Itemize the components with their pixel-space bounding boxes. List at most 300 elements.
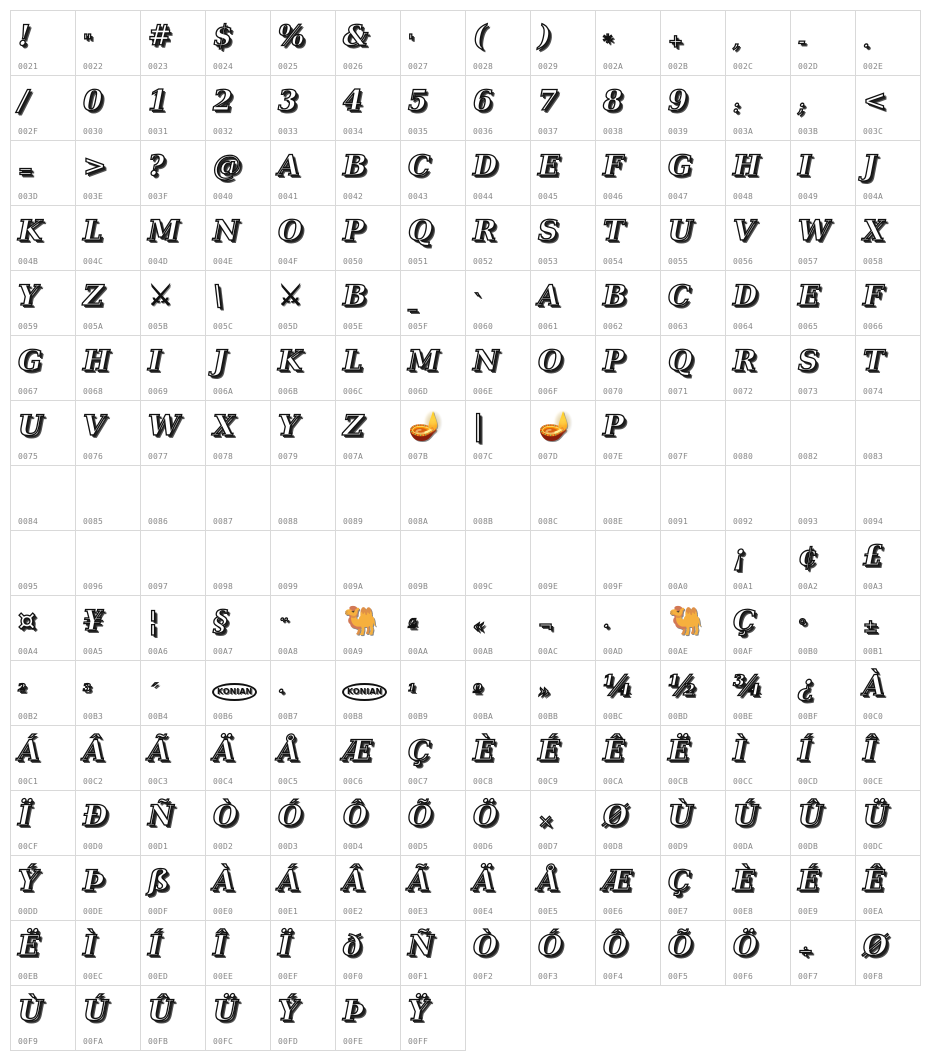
glyph-cell-00C4[interactable] xyxy=(205,725,271,791)
glyph-cell-00C9[interactable] xyxy=(530,725,596,791)
glyph-cell-003D[interactable] xyxy=(10,140,76,206)
glyph-cell-0075[interactable] xyxy=(10,400,76,466)
glyph-cell-004E[interactable] xyxy=(205,205,271,271)
glyph-cell-00F2[interactable] xyxy=(465,920,531,986)
codepoint-label: 006D xyxy=(408,387,429,396)
glyph-cell-00D6[interactable] xyxy=(465,790,531,856)
glyph-cell-00A0[interactable] xyxy=(660,530,726,596)
glyph-cell-00D2[interactable] xyxy=(205,790,271,856)
glyph-cell-0045[interactable] xyxy=(530,140,596,206)
glyph-cell-00DC[interactable] xyxy=(855,790,921,856)
glyph-cell-0060[interactable] xyxy=(465,270,531,336)
glyph-cell-00D7[interactable] xyxy=(530,790,596,856)
codepoint-label: 00F9 xyxy=(18,1037,39,1046)
codepoint-label: 008B xyxy=(473,517,494,526)
glyph-cell-0029[interactable] xyxy=(530,10,596,76)
glyph-preview: À xyxy=(863,669,885,702)
glyph-cell-003B[interactable] xyxy=(790,75,856,141)
glyph-cell-005D[interactable] xyxy=(270,270,336,336)
glyph-cell-00E6[interactable] xyxy=(595,855,661,921)
glyph-preview: W xyxy=(148,409,180,442)
glyph-cell-0036[interactable] xyxy=(465,75,531,141)
glyph-cell-00E1[interactable] xyxy=(270,855,336,921)
glyph-cell-0044[interactable] xyxy=(465,140,531,206)
glyph-cell-00B7[interactable] xyxy=(270,660,336,726)
glyph-cell-00DA[interactable] xyxy=(725,790,791,856)
codepoint-label: 007B xyxy=(408,452,429,461)
glyph-cell-0077[interactable] xyxy=(140,400,206,466)
glyph-cell-002F[interactable] xyxy=(10,75,76,141)
glyph-cell-00DB[interactable] xyxy=(790,790,856,856)
glyph-cell-0056[interactable] xyxy=(725,205,791,271)
glyph-cell-00B4[interactable] xyxy=(140,660,206,726)
glyph-cell-00AF[interactable] xyxy=(725,595,791,661)
glyph-cell-0062[interactable] xyxy=(595,270,661,336)
glyph-cell-00BD[interactable] xyxy=(660,660,726,726)
glyph-cell-0067[interactable] xyxy=(10,335,76,401)
glyph-cell-00C7[interactable] xyxy=(400,725,466,791)
glyph-preview: 2 xyxy=(213,84,233,117)
glyph-cell-00ED[interactable] xyxy=(140,920,206,986)
glyph-cell-0094[interactable] xyxy=(855,465,921,531)
glyph-cell-005C[interactable] xyxy=(205,270,271,336)
glyph-cell-00BB[interactable] xyxy=(530,660,596,726)
glyph-cell-0022[interactable] xyxy=(75,10,141,76)
glyph-cell-0049[interactable] xyxy=(790,140,856,206)
glyph-cell-0096[interactable] xyxy=(75,530,141,596)
glyph-cell-0048[interactable] xyxy=(725,140,791,206)
codepoint-label: 00C8 xyxy=(473,777,494,786)
glyph-preview: M xyxy=(148,214,179,247)
codepoint-label: 0039 xyxy=(668,127,689,136)
glyph-cell-00A2[interactable] xyxy=(790,530,856,596)
glyph-preview: Y xyxy=(18,279,38,312)
glyph-cell-0070[interactable] xyxy=(595,335,661,401)
codepoint-label: 0065 xyxy=(798,322,819,331)
glyph-cell-00E8[interactable] xyxy=(725,855,791,921)
codepoint-label: 00A9 xyxy=(343,647,364,656)
glyph-cell-0034[interactable] xyxy=(335,75,401,141)
glyph-preview: » xyxy=(538,681,550,702)
glyph-cell-00EE[interactable] xyxy=(205,920,271,986)
glyph-cell-00EC[interactable] xyxy=(75,920,141,986)
glyph-cell-0026[interactable] xyxy=(335,10,401,76)
glyph-cell-00BA[interactable] xyxy=(465,660,531,726)
glyph-cell-00D8[interactable] xyxy=(595,790,661,856)
codepoint-label: 00B3 xyxy=(83,712,104,721)
codepoint-label: 00F8 xyxy=(863,972,884,981)
glyph-cell-007D[interactable] xyxy=(530,400,596,466)
glyph-cell-00EA[interactable] xyxy=(855,855,921,921)
glyph-cell-00E5[interactable] xyxy=(530,855,596,921)
codepoint-label: 0073 xyxy=(798,387,819,396)
codepoint-label: 005D xyxy=(278,322,299,331)
glyph-cell-008B[interactable] xyxy=(465,465,531,531)
glyph-cell-0073[interactable] xyxy=(790,335,856,401)
glyph-cell-00CF[interactable] xyxy=(10,790,76,856)
glyph-cell-00BE[interactable] xyxy=(725,660,791,726)
glyph-cell-00AE[interactable] xyxy=(660,595,726,661)
konian-badge-icon: KONIAN xyxy=(342,683,387,701)
glyph-cell-009C[interactable] xyxy=(465,530,531,596)
codepoint-label: 00F7 xyxy=(798,972,819,981)
glyph-cell-00CE[interactable] xyxy=(855,725,921,791)
codepoint-label: 00DC xyxy=(863,842,884,851)
glyph-cell-00A5[interactable] xyxy=(75,595,141,661)
glyph-preview: U xyxy=(668,214,693,247)
codepoint-label: 005F xyxy=(408,322,429,331)
glyph-cell-00D4[interactable] xyxy=(335,790,401,856)
glyph-preview: Â xyxy=(83,734,105,767)
glyph-preview: 9 xyxy=(668,84,688,117)
glyph-cell-0084[interactable] xyxy=(10,465,76,531)
glyph-cell-00C8[interactable] xyxy=(465,725,531,791)
codepoint-label: 0082 xyxy=(798,452,819,461)
glyph-cell-0092[interactable] xyxy=(725,465,791,531)
glyph-cell-00EF[interactable] xyxy=(270,920,336,986)
glyph-cell-002E[interactable] xyxy=(855,10,921,76)
glyph-cell-009F[interactable] xyxy=(595,530,661,596)
glyph-cell-00E9[interactable] xyxy=(790,855,856,921)
glyph-cell-00A4[interactable] xyxy=(10,595,76,661)
codepoint-label: 0063 xyxy=(668,322,689,331)
glyph-cell-00CD[interactable] xyxy=(790,725,856,791)
glyph-cell-0043[interactable] xyxy=(400,140,466,206)
codepoint-label: 00D9 xyxy=(668,842,689,851)
glyph-cell-00A1[interactable] xyxy=(725,530,791,596)
glyph-cell-0085[interactable] xyxy=(75,465,141,531)
glyph-cell-00DE[interactable] xyxy=(75,855,141,921)
glyph-cell-0095[interactable] xyxy=(10,530,76,596)
codepoint-label: 004F xyxy=(278,257,299,266)
glyph-cell-00DF[interactable] xyxy=(140,855,206,921)
glyph-cell-00CC[interactable] xyxy=(725,725,791,791)
glyph-cell-006E[interactable] xyxy=(465,335,531,401)
glyph-cell-00D9[interactable] xyxy=(660,790,726,856)
glyph-cell-006F[interactable] xyxy=(530,335,596,401)
glyph-cell-0068[interactable] xyxy=(75,335,141,401)
glyph-cell-00E7[interactable] xyxy=(660,855,726,921)
glyph-cell-00C1[interactable] xyxy=(10,725,76,791)
glyph-cell-0041[interactable] xyxy=(270,140,336,206)
glyph-cell-0042[interactable] xyxy=(335,140,401,206)
glyph-cell-00AB[interactable] xyxy=(465,595,531,661)
codepoint-label: 0089 xyxy=(343,517,364,526)
glyph-cell-00C0[interactable] xyxy=(855,660,921,726)
glyph-cell-0027[interactable] xyxy=(400,10,466,76)
glyph-cell-003F[interactable] xyxy=(140,140,206,206)
codepoint-label: 0079 xyxy=(278,452,299,461)
glyph-preview: B xyxy=(343,149,367,182)
glyph-cell-004C[interactable] xyxy=(75,205,141,271)
glyph-preview: @ xyxy=(213,149,241,182)
glyph-preview: P xyxy=(603,344,625,377)
glyph-cell-007C[interactable] xyxy=(465,400,531,466)
codepoint-label: 006B xyxy=(278,387,299,396)
glyph-cell-0074[interactable] xyxy=(855,335,921,401)
codepoint-label: 00B2 xyxy=(18,712,39,721)
glyph-preview: G xyxy=(18,344,42,377)
glyph-cell-0031[interactable] xyxy=(140,75,206,141)
glyph-cell-00AD[interactable] xyxy=(595,595,661,661)
glyph-preview: N xyxy=(473,344,499,377)
glyph-cell-00F5[interactable] xyxy=(660,920,726,986)
glyph-cell-002C[interactable] xyxy=(725,10,791,76)
glyph-cell-00C5[interactable] xyxy=(270,725,336,791)
glyph-cell-0052[interactable] xyxy=(465,205,531,271)
glyph-preview: 3 xyxy=(278,84,298,117)
codepoint-label: 0061 xyxy=(538,322,559,331)
glyph-cell-00E0[interactable] xyxy=(205,855,271,921)
glyph-cell-0025[interactable] xyxy=(270,10,336,76)
camel-icon: 🐫 xyxy=(668,604,703,637)
glyph-cell-00B0[interactable] xyxy=(790,595,856,661)
glyph-preview: Æ xyxy=(343,734,372,767)
glyph-cell-0069[interactable] xyxy=(140,335,206,401)
codepoint-label: 00CC xyxy=(733,777,754,786)
glyph-cell-0057[interactable] xyxy=(790,205,856,271)
glyph-cell-0058[interactable] xyxy=(855,205,921,271)
glyph-cell-005E[interactable] xyxy=(335,270,401,336)
glyph-cell-006C[interactable] xyxy=(335,335,401,401)
glyph-cell-009E[interactable] xyxy=(530,530,596,596)
glyph-preview: Ú xyxy=(733,799,758,832)
glyph-cell-009A[interactable] xyxy=(335,530,401,596)
codepoint-label: 00A6 xyxy=(148,647,169,656)
codepoint-label: 00DB xyxy=(798,842,819,851)
glyph-cell-0023[interactable] xyxy=(140,10,206,76)
glyph-cell-0059[interactable] xyxy=(10,270,76,336)
glyph-cell-0091[interactable] xyxy=(660,465,726,531)
codepoint-label: 00D7 xyxy=(538,842,559,851)
glyph-preview: ¾ xyxy=(733,669,763,702)
glyph-cell-0072[interactable] xyxy=(725,335,791,401)
glyph-cell-0038[interactable] xyxy=(595,75,661,141)
glyph-cell-004F[interactable] xyxy=(270,205,336,271)
glyph-cell-0050[interactable] xyxy=(335,205,401,271)
glyph-preview: È xyxy=(733,864,755,897)
glyph-cell-00F8[interactable] xyxy=(855,920,921,986)
glyph-cell-0053[interactable] xyxy=(530,205,596,271)
glyph-cell-0082[interactable] xyxy=(790,400,856,466)
codepoint-label: 0097 xyxy=(148,582,169,591)
glyph-cell-0047[interactable] xyxy=(660,140,726,206)
glyph-cell-004B[interactable] xyxy=(10,205,76,271)
codepoint-label: 00BB xyxy=(538,712,559,721)
glyph-cell-0021[interactable] xyxy=(10,10,76,76)
codepoint-label: 0047 xyxy=(668,192,689,201)
glyph-cell-0064[interactable] xyxy=(725,270,791,336)
glyph-preview: Ò xyxy=(473,929,498,962)
glyph-cell-00A7[interactable] xyxy=(205,595,271,661)
glyph-cell-0080[interactable] xyxy=(725,400,791,466)
glyph-cell-00CB[interactable] xyxy=(660,725,726,791)
glyph-cell-00FC[interactable] xyxy=(205,985,271,1051)
glyph-cell-0086[interactable] xyxy=(140,465,206,531)
glyph-cell-0061[interactable] xyxy=(530,270,596,336)
glyph-cell-0030[interactable] xyxy=(75,75,141,141)
codepoint-label: 00D0 xyxy=(83,842,104,851)
glyph-cell-006D[interactable] xyxy=(400,335,466,401)
glyph-cell-005F[interactable] xyxy=(400,270,466,336)
glyph-preview: ð xyxy=(343,929,362,962)
codepoint-label: 0027 xyxy=(408,62,429,71)
codepoint-label: 00ED xyxy=(148,972,169,981)
glyph-cell-00F9[interactable] xyxy=(10,985,76,1051)
codepoint-label: 005E xyxy=(343,322,364,331)
glyph-cell-0066[interactable] xyxy=(855,270,921,336)
glyph-cell-008E[interactable] xyxy=(595,465,661,531)
glyph-preview: ¼ xyxy=(603,669,633,702)
glyph-preview: W xyxy=(798,214,830,247)
glyph-cell-00B8[interactable] xyxy=(335,660,401,726)
glyph-cell-007B[interactable] xyxy=(400,400,466,466)
glyph-preview: P xyxy=(343,214,365,247)
glyph-cell-00A6[interactable] xyxy=(140,595,206,661)
glyph-cell-0054[interactable] xyxy=(595,205,661,271)
glyph-cell-00FE[interactable] xyxy=(335,985,401,1051)
codepoint-label: 0083 xyxy=(863,452,884,461)
codepoint-label: 00AC xyxy=(538,647,559,656)
glyph-cell-0098[interactable] xyxy=(205,530,271,596)
glyph-cell-005B[interactable] xyxy=(140,270,206,336)
glyph-cell-0071[interactable] xyxy=(660,335,726,401)
glyph-cell-005A[interactable] xyxy=(75,270,141,336)
glyph-cell-00C6[interactable] xyxy=(335,725,401,791)
glyph-cell-00FF[interactable] xyxy=(400,985,466,1051)
glyph-cell-00BF[interactable] xyxy=(790,660,856,726)
glyph-cell-009B[interactable] xyxy=(400,530,466,596)
codepoint-label: 0046 xyxy=(603,192,624,201)
glyph-cell-0024[interactable] xyxy=(205,10,271,76)
glyph-cell-0093[interactable] xyxy=(790,465,856,531)
codepoint-label: 0080 xyxy=(733,452,754,461)
glyph-cell-0065[interactable] xyxy=(790,270,856,336)
glyph-cell-002B[interactable] xyxy=(660,10,726,76)
glyph-cell-003E[interactable] xyxy=(75,140,141,206)
glyph-cell-00D3[interactable] xyxy=(270,790,336,856)
codepoint-label: 008C xyxy=(538,517,559,526)
glyph-cell-0040[interactable] xyxy=(205,140,271,206)
glyph-preview: D xyxy=(473,149,498,182)
codepoint-label: 0037 xyxy=(538,127,559,136)
glyph-cell-00F6[interactable] xyxy=(725,920,791,986)
codepoint-label: 0075 xyxy=(18,452,39,461)
glyph-cell-002A[interactable] xyxy=(595,10,661,76)
glyph-cell-00E2[interactable] xyxy=(335,855,401,921)
glyph-cell-0088[interactable] xyxy=(270,465,336,531)
glyph-cell-004D[interactable] xyxy=(140,205,206,271)
glyph-cell-007F[interactable] xyxy=(660,400,726,466)
glyph-cell-008A[interactable] xyxy=(400,465,466,531)
glyph-cell-003A[interactable] xyxy=(725,75,791,141)
glyph-cell-00AC[interactable] xyxy=(530,595,596,661)
glyph-cell-00D1[interactable] xyxy=(140,790,206,856)
glyph-cell-007E[interactable] xyxy=(595,400,661,466)
glyph-cell-00AA[interactable] xyxy=(400,595,466,661)
glyph-cell-00F0[interactable] xyxy=(335,920,401,986)
glyph-cell-0099[interactable] xyxy=(270,530,336,596)
glyph-cell-00D0[interactable] xyxy=(75,790,141,856)
glyph-cell-0035[interactable] xyxy=(400,75,466,141)
glyph-cell-00F7[interactable] xyxy=(790,920,856,986)
glyph-preview: Ô xyxy=(603,929,628,962)
codepoint-label: 003F xyxy=(148,192,169,201)
glyph-cell-00FB[interactable] xyxy=(140,985,206,1051)
codepoint-label: 00F1 xyxy=(408,972,429,981)
glyph-cell-0055[interactable] xyxy=(660,205,726,271)
glyph-cell-00C3[interactable] xyxy=(140,725,206,791)
glyph-cell-006B[interactable] xyxy=(270,335,336,401)
glyph-cell-00DD[interactable] xyxy=(10,855,76,921)
glyph-cell-004A[interactable] xyxy=(855,140,921,206)
glyph-cell-0076[interactable] xyxy=(75,400,141,466)
glyph-cell-0028[interactable] xyxy=(465,10,531,76)
glyph-cell-00BC[interactable] xyxy=(595,660,661,726)
glyph-cell-003C[interactable] xyxy=(855,75,921,141)
glyph-cell-0039[interactable] xyxy=(660,75,726,141)
glyph-preview: Å xyxy=(538,864,560,897)
glyph-cell-0046[interactable] xyxy=(595,140,661,206)
codepoint-label: 00E4 xyxy=(473,907,494,916)
codepoint-label: 0070 xyxy=(603,387,624,396)
glyph-preview: Ù xyxy=(18,994,43,1027)
glyph-cell-00E3[interactable] xyxy=(400,855,466,921)
glyph-cell-00A9[interactable] xyxy=(335,595,401,661)
glyph-cell-0089[interactable] xyxy=(335,465,401,531)
glyph-preview: Û xyxy=(798,799,823,832)
glyph-cell-00D5[interactable] xyxy=(400,790,466,856)
glyph-cell-00FA[interactable] xyxy=(75,985,141,1051)
glyph-cell-00B1[interactable] xyxy=(855,595,921,661)
glyph-cell-00B3[interactable] xyxy=(75,660,141,726)
glyph-preview: Ì xyxy=(83,929,97,962)
glyph-cell-00C2[interactable] xyxy=(75,725,141,791)
glyph-cell-00A3[interactable] xyxy=(855,530,921,596)
glyph-cell-00EB[interactable] xyxy=(10,920,76,986)
codepoint-label: 002A xyxy=(603,62,624,71)
glyph-cell-00F1[interactable] xyxy=(400,920,466,986)
codepoint-label: 004C xyxy=(83,257,104,266)
glyph-cell-00B9[interactable] xyxy=(400,660,466,726)
glyph-cell-00FD[interactable] xyxy=(270,985,336,1051)
glyph-cell-00B6[interactable] xyxy=(205,660,271,726)
glyph-cell-0032[interactable] xyxy=(205,75,271,141)
glyph-cell-0037[interactable] xyxy=(530,75,596,141)
codepoint-label: 0043 xyxy=(408,192,429,201)
glyph-cell-008C[interactable] xyxy=(530,465,596,531)
glyph-cell-00F4[interactable] xyxy=(595,920,661,986)
glyph-cell-00CA[interactable] xyxy=(595,725,661,791)
glyph-cell-00E4[interactable] xyxy=(465,855,531,921)
glyph-cell-0097[interactable] xyxy=(140,530,206,596)
glyph-cell-007A[interactable] xyxy=(335,400,401,466)
glyph-cell-0033[interactable] xyxy=(270,75,336,141)
glyph-cell-00F3[interactable] xyxy=(530,920,596,986)
glyph-cell-006A[interactable] xyxy=(205,335,271,401)
glyph-preview: : xyxy=(733,96,740,117)
glyph-cell-002D[interactable] xyxy=(790,10,856,76)
glyph-cell-00A8[interactable] xyxy=(270,595,336,661)
glyph-cell-00B2[interactable] xyxy=(10,660,76,726)
glyph-cell-0063[interactable] xyxy=(660,270,726,336)
glyph-cell-0078[interactable] xyxy=(205,400,271,466)
glyph-cell-0079[interactable] xyxy=(270,400,336,466)
glyph-preview: Ü xyxy=(213,994,238,1027)
glyph-cell-0083[interactable] xyxy=(855,400,921,466)
glyph-cell-0087[interactable] xyxy=(205,465,271,531)
glyph-cell-0051[interactable] xyxy=(400,205,466,271)
